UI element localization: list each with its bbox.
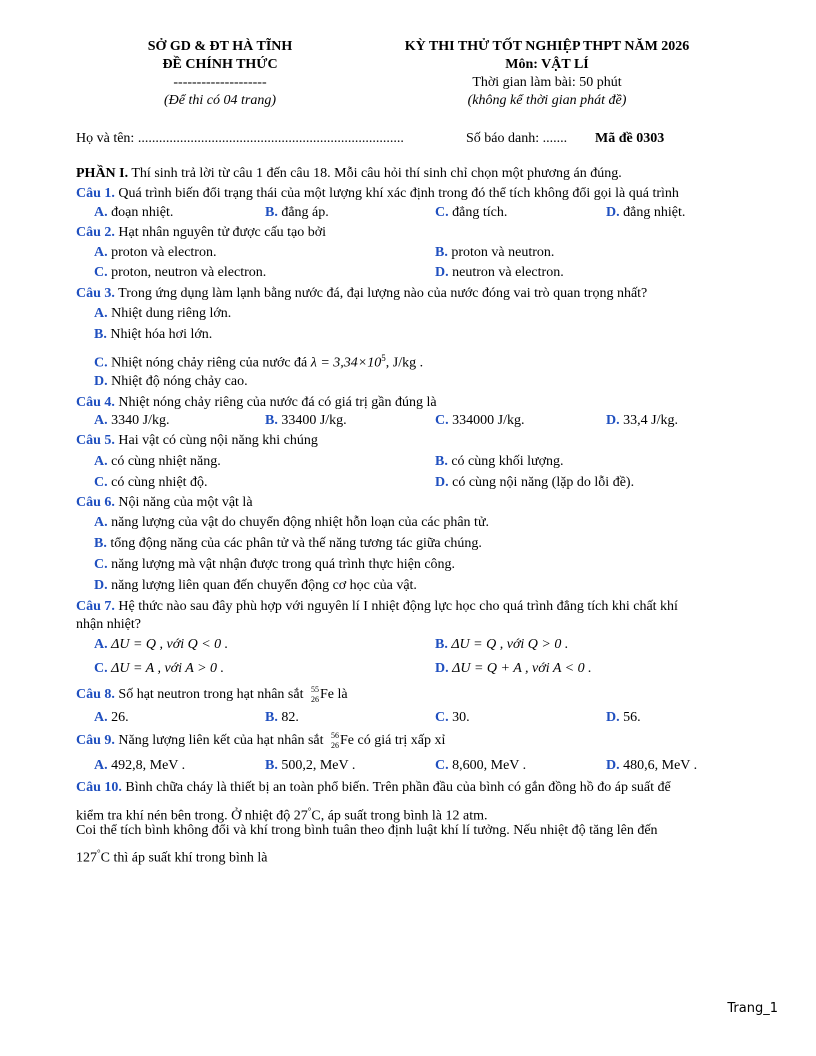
candidate-id-field: Số báo danh: ....... xyxy=(466,131,568,146)
option-c: C. ΔU = A , với A > 0 . xyxy=(94,661,225,676)
option-d: D. có cùng nội năng (lặp do lỗi đề). xyxy=(435,475,635,490)
option-a: A. Nhiệt dung riêng lớn. xyxy=(94,306,232,321)
question-4: Câu 4. Nhiệt nóng chảy riêng của nước đá có giá trị gần đúng là xyxy=(76,395,437,410)
exam-title: KỲ THI THỬ TỐT NGHIỆP THPT NĂM 2026 xyxy=(404,39,690,54)
option-a: A. năng lượng của vật do chuyển động nhiệt hỗn loạn của các phân tử. xyxy=(94,515,490,530)
option-c: C. có cùng nhiệt độ. xyxy=(94,475,208,490)
option-d: D. đẳng nhiệt. xyxy=(606,205,686,220)
question-5-options-2 xyxy=(0,473,816,493)
option-b: B. proton và neutron. xyxy=(435,245,555,260)
subject: Môn: VẬT LÍ xyxy=(505,57,589,72)
question-9: Câu 9. Năng lượng liên kết của hạt nhân sắt 56 26 Fe có giá trị xấp xỉ xyxy=(76,731,446,750)
option-c: C. năng lượng mà vật nhận được trong quá trình thực hiện công. xyxy=(94,557,456,572)
question-10-line-4: 127°C thì áp suất khí trong bình là xyxy=(76,848,268,866)
question-5-options-1 xyxy=(0,452,816,472)
page-count: (Để thi có 04 trang) xyxy=(164,93,276,108)
option-a: A. đoạn nhiệt. xyxy=(94,205,174,220)
duration-note: (không kể thời gian phát đề) xyxy=(467,93,627,108)
question-3: Câu 3. Trong ứng dụng làm lạnh bằng nước đá, đại lượng nào của nước đóng vai trò quan trọng nhất? xyxy=(76,286,648,301)
question-10: Câu 10. Bình chữa cháy là thiết bị an toàn phổ biến. Trên phần đầu của bình có gắn đồng hồ đo áp suất để xyxy=(76,780,671,795)
option-d: D. 480,6, MeV . xyxy=(606,758,698,773)
school-name: SỞ GD & ĐT HÀ TĨNH xyxy=(147,39,293,54)
question-8: Câu 8. Số hạt neutron trong hạt nhân sắt 55 26 Fe là xyxy=(76,685,348,704)
question-6: Câu 6. Nội năng của một vật là xyxy=(76,495,253,510)
option-c: C. 334000 J/kg. xyxy=(435,413,525,428)
question-4-options xyxy=(0,411,816,431)
candidate-name-field: Họ và tên: ............................................................................ xyxy=(76,131,404,146)
option-a: A. ΔU = Q , với Q < 0 . xyxy=(94,637,229,652)
question-7-options-1 xyxy=(0,635,816,655)
option-a: A. proton và electron. xyxy=(94,245,217,260)
option-d: D. năng lượng liên quan đến chuyển động cơ học của vật. xyxy=(94,578,417,593)
option-c: C. Nhiệt nóng chảy riêng của nước đá $\lambda = 3,34\times 10^5$, J/kg . xyxy=(94,353,424,371)
question-2: Câu 2. Hạt nhân nguyên tử được cấu tạo bởi xyxy=(76,225,327,240)
option-b: B. 82. xyxy=(265,710,299,725)
question-2-options-1 xyxy=(0,243,816,263)
official-label: ĐỀ CHÍNH THỨC xyxy=(162,57,278,72)
question-1-options xyxy=(0,203,816,223)
iron-55-nuclide: 55 26 xyxy=(310,685,319,704)
question-2-options-2 xyxy=(0,263,816,283)
option-b: B. tổng động năng của các phân tử và thế năng tương tác giữa chúng. xyxy=(94,536,482,551)
option-d: D. 33,4 J/kg. xyxy=(606,413,678,428)
option-c: C. 8,600, MeV . xyxy=(435,758,527,773)
option-d: D. neutron và electron. xyxy=(435,265,564,280)
question-10-line-2: kiểm tra khí nén bên trong. Ở nhiệt độ 27°C, áp suất trong bình là 12 atm. xyxy=(76,806,488,824)
exam-code: Mã đề 0303 xyxy=(595,131,665,146)
option-c: C. proton, neutron và electron. xyxy=(94,265,267,280)
option-b: B. 500,2, MeV . xyxy=(265,758,356,773)
option-a: A. có cùng nhiệt năng. xyxy=(94,454,221,469)
option-d: D. Nhiệt độ nóng chảy cao. xyxy=(94,374,248,389)
duration: Thời gian làm bài: 50 phút xyxy=(472,75,622,90)
option-b: B. Nhiệt hóa hơi lớn. xyxy=(94,327,213,342)
option-c: C. 30. xyxy=(435,710,470,725)
part1-instructions: PHẦN I. Thí sinh trả lời từ câu 1 đến câu 18. Mỗi câu hỏi thí sinh chỉ chọn một phương án đúng. xyxy=(76,166,622,181)
option-a: A. 492,8, MeV . xyxy=(94,758,186,773)
option-a: A. 26. xyxy=(94,710,129,725)
option-b: B. ΔU = Q , với Q > 0 . xyxy=(435,637,569,652)
page-number: Trang_1 xyxy=(727,1001,778,1016)
option-b: B. có cùng khối lượng. xyxy=(435,454,564,469)
question-5: Câu 5. Hai vật có cùng nội năng khi chúng xyxy=(76,433,318,448)
question-9-options xyxy=(0,756,816,776)
option-d: D. 56. xyxy=(606,710,641,725)
header-dashes: -------------------- xyxy=(173,75,267,90)
option-c: C. đẳng tích. xyxy=(435,205,508,220)
option-a: A. 3340 J/kg. xyxy=(94,413,170,428)
iron-56-nuclide: 56 26 xyxy=(331,731,340,750)
question-7: Câu 7. Hệ thức nào sau đây phù hợp với nguyên lí I nhiệt động lực học cho quá trình đẳng tích khi chất khí xyxy=(76,599,678,614)
question-8-options xyxy=(0,708,816,728)
question-10-line-3: Coi thể tích bình không đổi và khí trong bình tuân theo định luật khí lí tưởng. Nếu nhiệt độ tăng lên đến xyxy=(76,823,658,838)
latent-heat-formula: λ = 3,34×10 xyxy=(310,355,382,371)
option-b: B. 33400 J/kg. xyxy=(265,413,347,428)
question-7-options-2 xyxy=(0,659,816,679)
question-7-cont: nhận nhiệt? xyxy=(76,617,141,632)
option-b: B. đẳng áp. xyxy=(265,205,329,220)
option-d: D. ΔU = Q + A , với A < 0 . xyxy=(435,661,592,676)
question-1: Câu 1. Quá trình biến đổi trạng thái của một lượng khí xác định trong đó thể tích không đổi gọi là quá trình xyxy=(76,186,679,201)
